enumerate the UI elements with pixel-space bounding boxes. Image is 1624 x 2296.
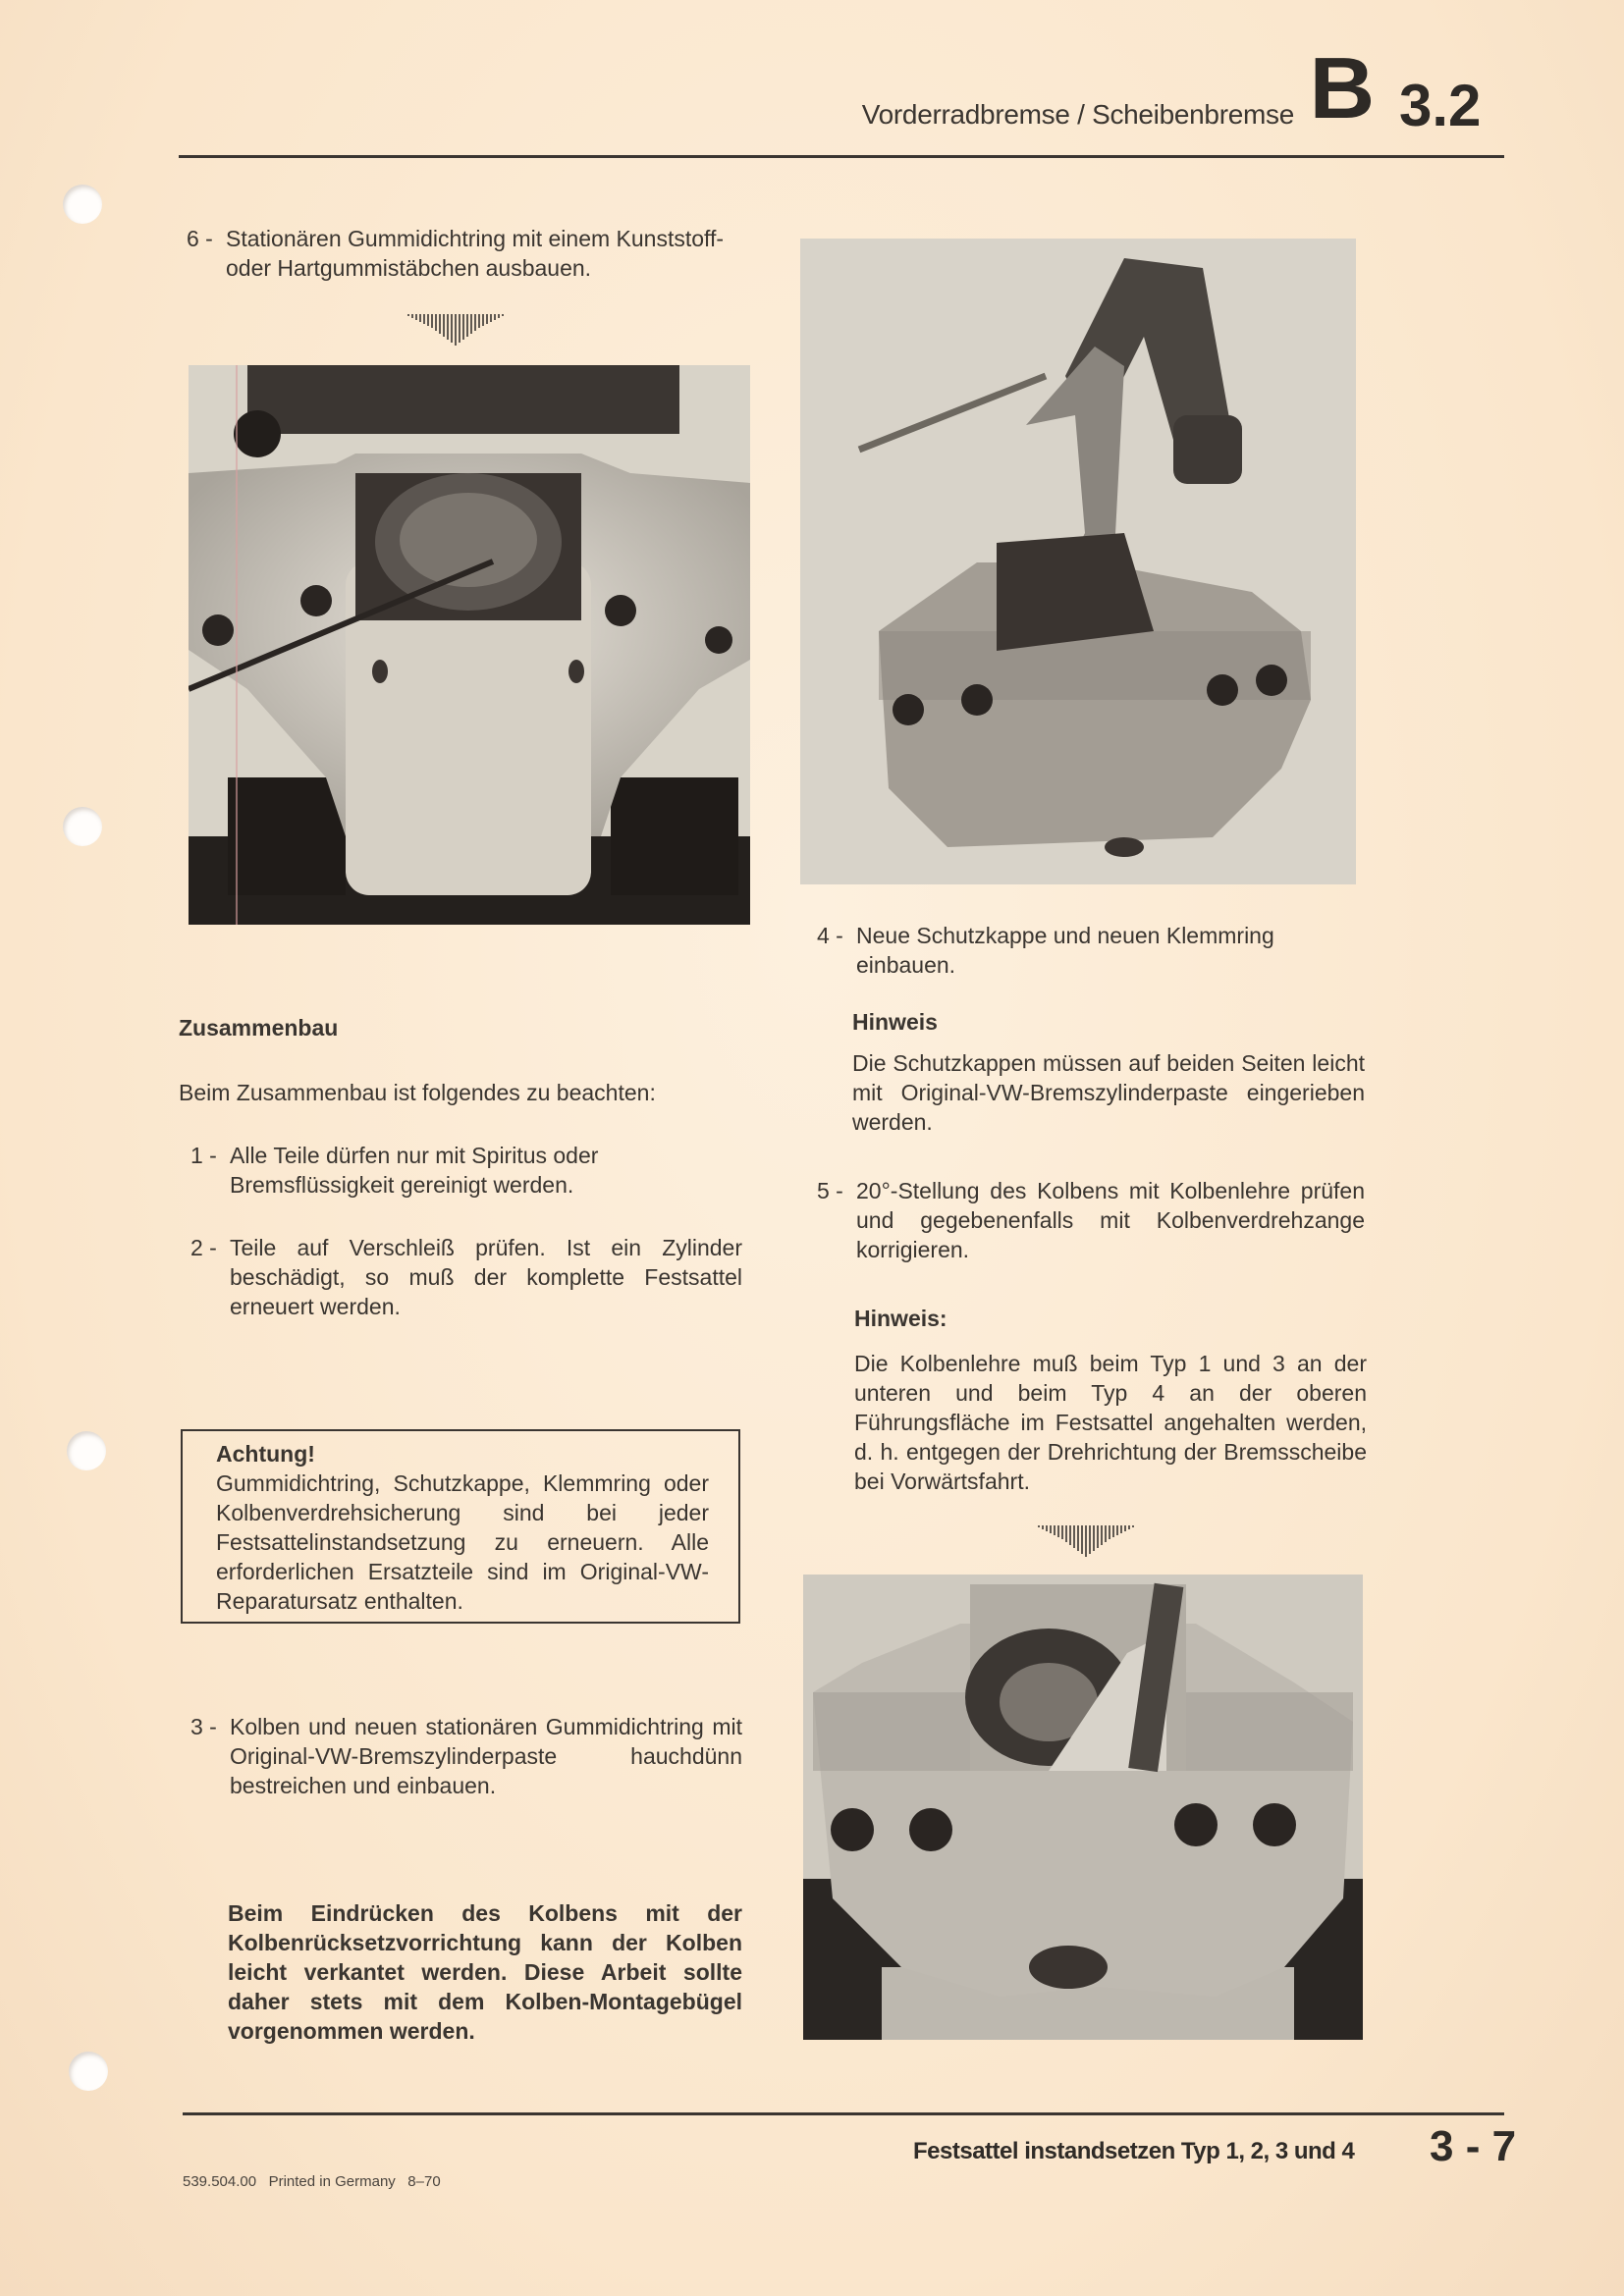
mounting-note: Beim Eindrücken des Kolbens mit der Kolbenrücksetzvorrichtung kann der Kolben leicht verkantet werden. Diese Arbeit sollte daher stets mit dem Kolben-Montagebügel vorgenommen werden. bbox=[228, 1900, 742, 2044]
step-number: 4 - bbox=[817, 923, 843, 948]
assembly-intro: Beim Zusammenbau ist folgendes zu beachten: bbox=[179, 1080, 656, 1105]
note-title: Hinweis: bbox=[854, 1306, 947, 1331]
punch-hole bbox=[63, 185, 102, 224]
punch-hole bbox=[67, 1431, 106, 1470]
assembly-heading: Zusammenbau bbox=[179, 1015, 339, 1041]
warning-title: Achtung! bbox=[216, 1441, 315, 1467]
step-text: Stationären Gummidichtring mit einem Kunststoff- oder Hartgummistäbchen ausbauen. bbox=[226, 226, 725, 281]
step-text: Kolben und neuen stationären Gummidichtring mit Original-VW-Bremszylinderpaste hauchdünn bestreichen und einbauen. bbox=[230, 1714, 742, 1798]
step-6 bbox=[187, 224, 736, 283]
caliper-illustration bbox=[189, 365, 750, 925]
page-number: 3 - 7 bbox=[1430, 2122, 1517, 2170]
punch-hole bbox=[63, 807, 102, 846]
step-text: Alle Teile dürfen nur mit Spiritus oder Bremsflüssigkeit gereinigt werden. bbox=[230, 1143, 599, 1198]
footer-title: Festsattel instandsetzen Typ 1, 2, 3 und 4 bbox=[913, 2138, 1355, 2164]
caliper-gauge-illustration bbox=[803, 1575, 1363, 2040]
punch-hole bbox=[69, 2052, 108, 2091]
section-title: Vorderradbremse / Scheibenbremse bbox=[861, 99, 1294, 130]
down-arrow-icon bbox=[406, 312, 505, 347]
step-2 bbox=[190, 1233, 742, 1321]
step-1 bbox=[190, 1141, 742, 1200]
footer-rule bbox=[183, 2112, 1504, 2115]
step-number: 1 - bbox=[190, 1143, 217, 1168]
print-info: 539.504.00 Printed in Germany 8–70 bbox=[183, 2173, 441, 2190]
step-number: 6 - bbox=[187, 226, 213, 251]
warning-text: Gummidichtring, Schutzkappe, Klemmring oder Kolbenverdrehsicherung sind bei jeder Festsattelinstandsetzung zu erneuern. Alle erforderlichen Ersatzteile sind im Original-VW-Reparatursatz enthalten. bbox=[216, 1470, 709, 1614]
step-4 bbox=[817, 921, 1365, 980]
caliper-photo-seal-removal bbox=[189, 365, 750, 925]
caliper-photo-piston-gauge bbox=[803, 1575, 1363, 2040]
note-title: Hinweis bbox=[852, 1009, 938, 1035]
step-number: 2 - bbox=[190, 1235, 217, 1260]
down-arrow-icon bbox=[1037, 1523, 1135, 1559]
header-rule bbox=[179, 155, 1504, 158]
step-number: 3 - bbox=[190, 1714, 217, 1739]
step-text: Neue Schutzkappe und neuen Klemmring einbauen. bbox=[856, 923, 1274, 978]
section-number: 3.2 bbox=[1399, 73, 1482, 138]
step-3 bbox=[190, 1712, 742, 1800]
section-letter: B bbox=[1309, 39, 1374, 136]
step-5 bbox=[817, 1176, 1365, 1264]
warning-box bbox=[181, 1429, 740, 1624]
note-text: Die Schutzkappen müssen auf beiden Seiten leicht mit Original-VW-Bremszylinderpaste eingerieben werden. bbox=[852, 1050, 1365, 1135]
caliper-photo-mounting-bracket bbox=[800, 239, 1356, 884]
step-number: 5 - bbox=[817, 1178, 843, 1203]
step-text: Teile auf Verschleiß prüfen. Ist ein Zylinder beschädigt, so muß der komplette Festsattel erneuert werden. bbox=[230, 1235, 742, 1319]
step-text: 20°-Stellung des Kolbens mit Kolbenlehre prüfen und gegebenenfalls mit Kolbenverdrehzange korrigieren. bbox=[856, 1178, 1365, 1262]
note-text: Die Kolbenlehre muß beim Typ 1 und 3 an der unteren und beim Typ 4 an der oberen Führungsfläche im Festsattel angehalten werden, d. h. entgegen der Drehrichtung der Bremsscheibe bei Vorwärtsfahrt. bbox=[854, 1351, 1367, 1494]
caliper-bracket-illustration bbox=[800, 239, 1356, 884]
